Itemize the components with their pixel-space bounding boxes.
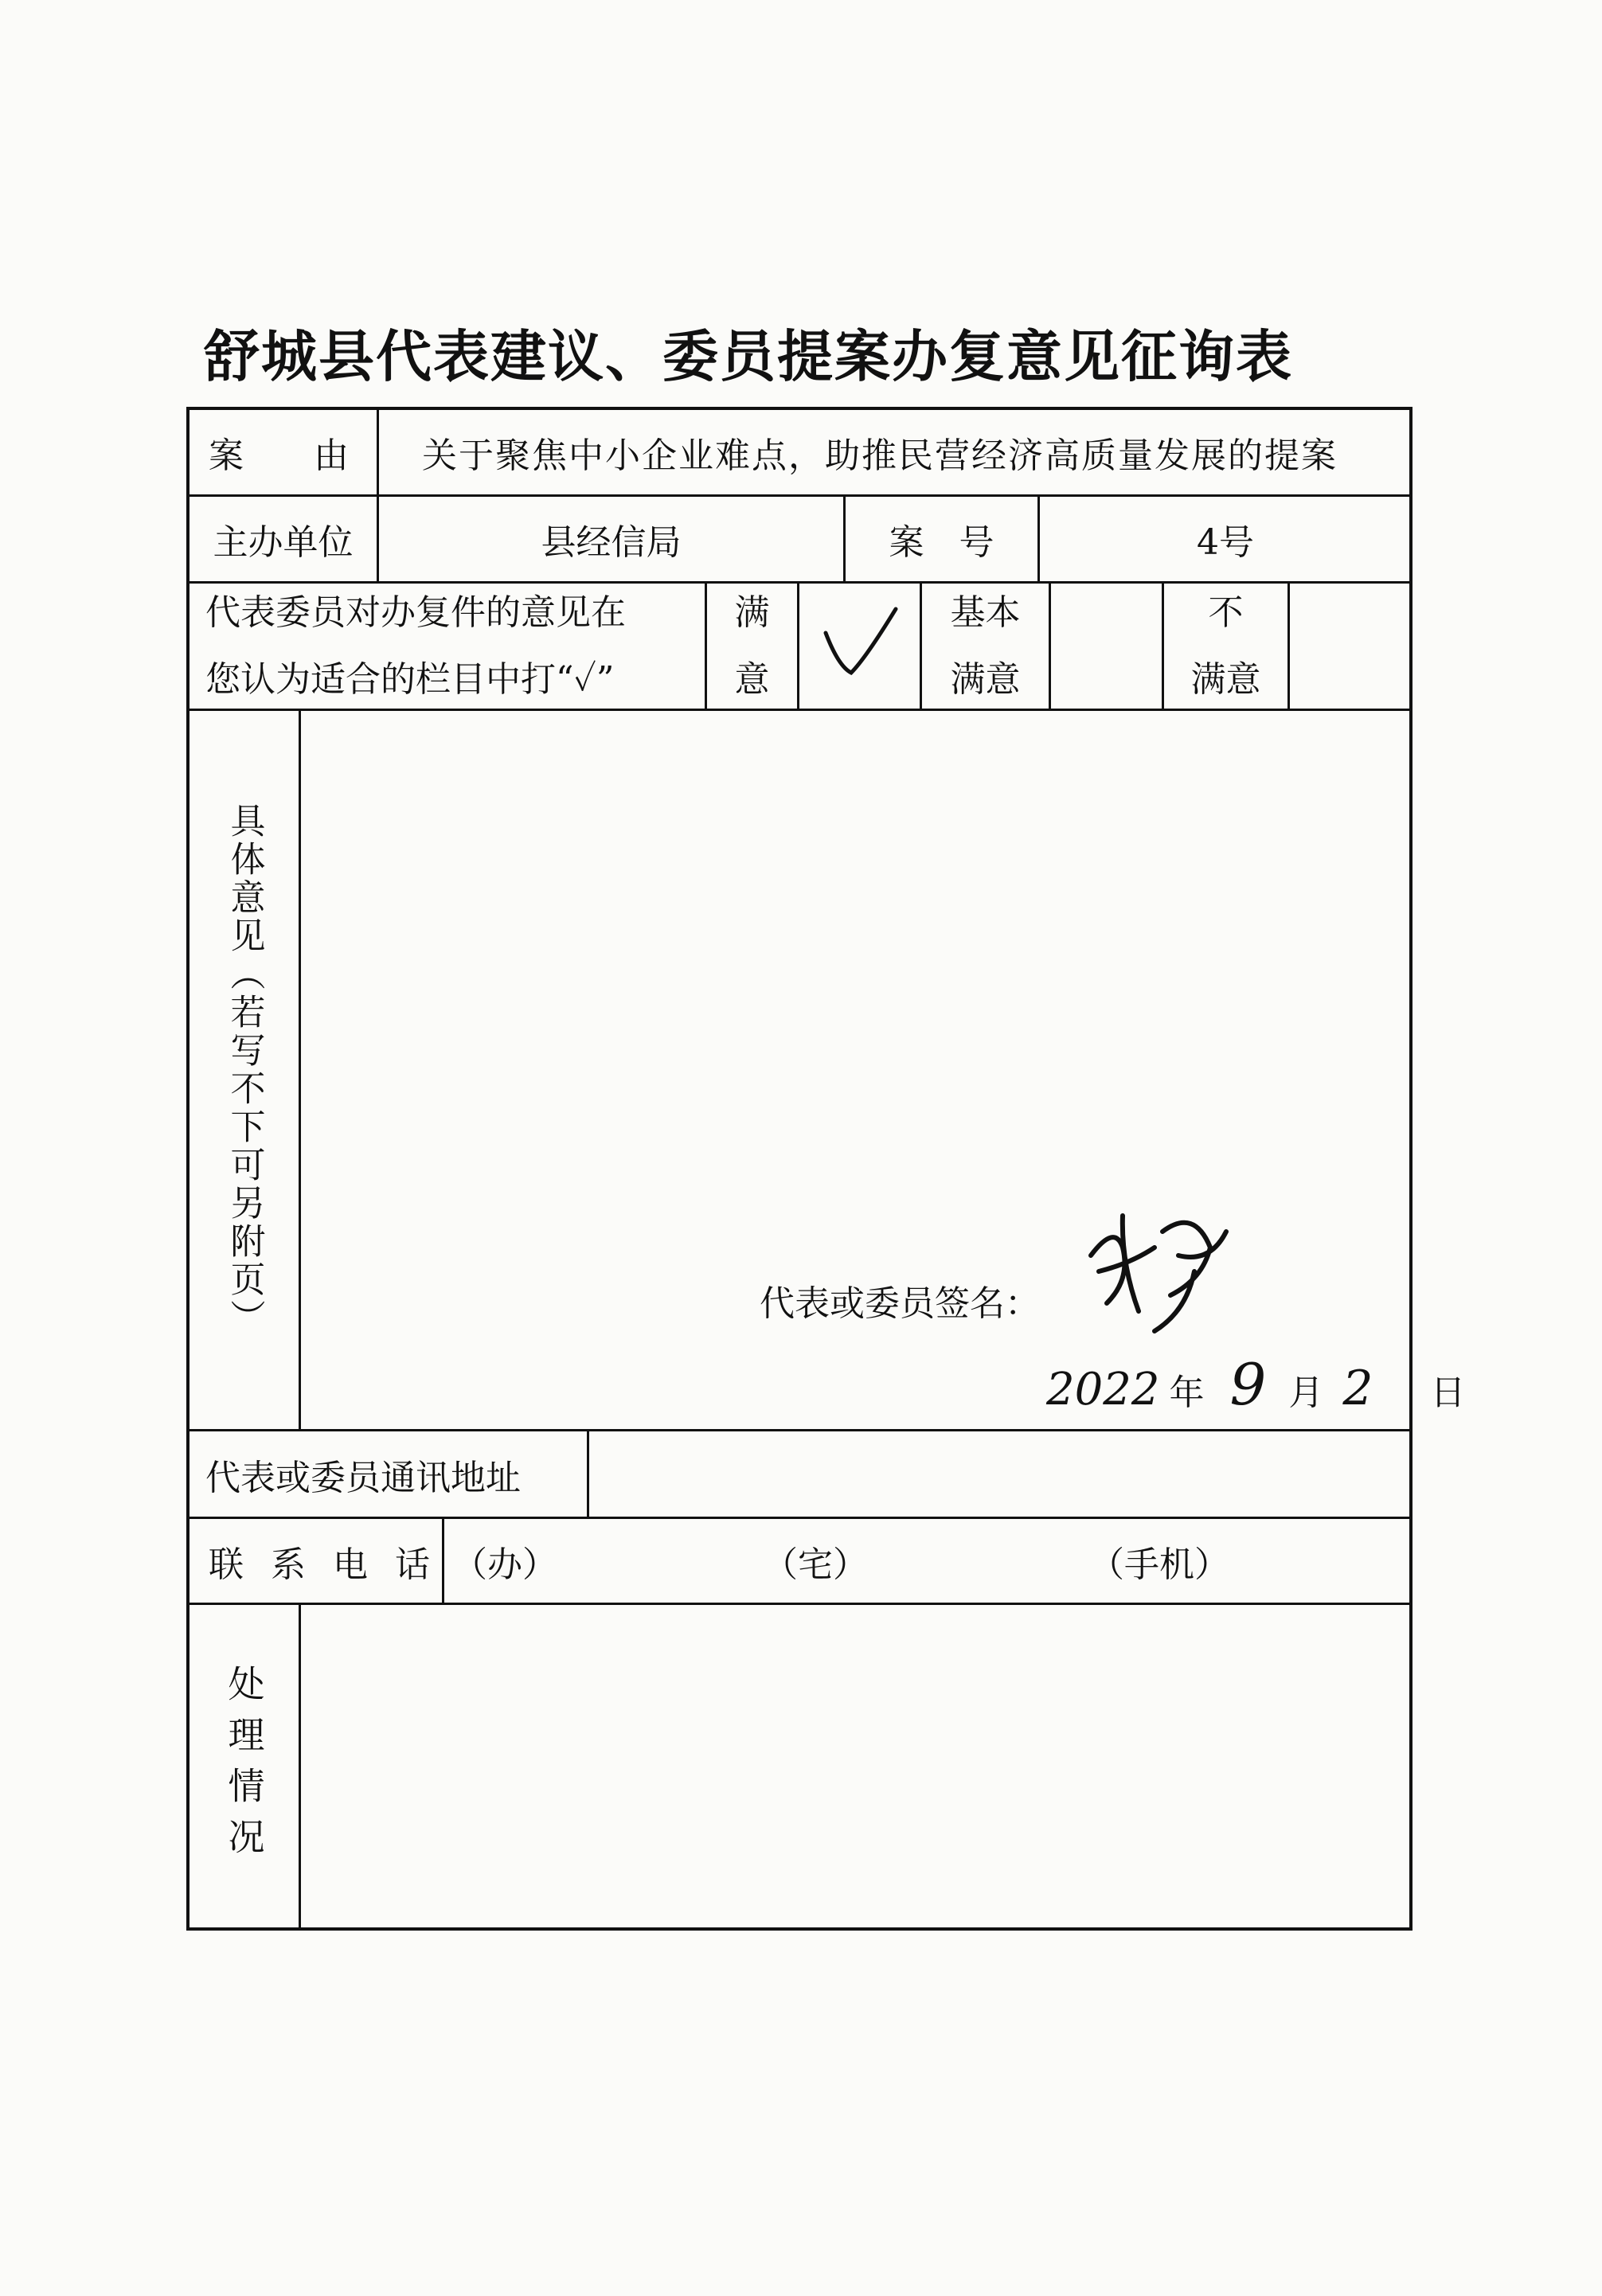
specific-opinion-area[interactable] (301, 711, 1466, 1429)
basic-satisfied-label: 基本 满意 (922, 584, 1051, 709)
case-reason-label: 案 由 (190, 410, 379, 494)
date-day: 2 (1342, 1361, 1373, 1416)
host-unit-value: 县经信局 (379, 497, 846, 581)
not-satisfied-checkbox[interactable] (1290, 584, 1411, 709)
address-row (190, 1431, 1409, 1519)
satisfied-label: 满 意 (707, 584, 799, 709)
opinion-row (190, 584, 1409, 711)
date-day-suffix: 日 (1430, 1373, 1466, 1413)
handwritten-signature (1075, 1200, 1242, 1335)
signature-label: 代表或委员签名： (760, 1283, 1040, 1324)
phone-label: 联 系 电 话 (190, 1519, 444, 1603)
case-reason-row (190, 410, 1409, 497)
case-reason-value: 关于聚焦中小企业难点，助推民营经济高质量发展的提案 (422, 435, 1338, 476)
phone-home-label: （宅） (763, 1544, 868, 1585)
opinion-prompt: 代表委员对办复件的意见在 您认为适合的栏目中打“✓” (190, 584, 707, 709)
checkmark-icon (816, 603, 904, 690)
specific-opinion-row (190, 711, 1466, 1431)
handling-row (190, 1605, 1409, 1927)
form-title: 舒城县代表建议、委员提案办复意见征询表 (204, 324, 1293, 389)
date-year-suffix: 年 (1169, 1373, 1205, 1413)
date-month: 9 (1229, 1351, 1267, 1418)
date-line (1046, 1351, 1466, 1418)
handling-label: 处理情况 (190, 1605, 301, 1927)
phone-office-label: （办） (452, 1544, 557, 1585)
form-table (186, 407, 1466, 1931)
specific-opinion-label: 具体意见（若写不下可另附页） (190, 711, 301, 1429)
not-satisfied-label: 不 满意 (1164, 584, 1290, 709)
case-number-label: 案 号 (846, 497, 1040, 581)
phone-row (190, 1519, 1409, 1605)
date-year: 2022 (1046, 1364, 1160, 1415)
address-field[interactable] (589, 1431, 1411, 1517)
date-month-suffix: 月 (1288, 1373, 1324, 1413)
phone-mobile-label: （手机） (1089, 1544, 1229, 1585)
handling-field[interactable] (301, 1605, 1411, 1927)
case-number-value: 4号 (1197, 522, 1254, 563)
host-unit-row (190, 497, 1409, 584)
satisfied-checkbox[interactable] (799, 584, 922, 709)
basic-satisfied-checkbox[interactable] (1051, 584, 1164, 709)
host-unit-label: 主办单位 (190, 497, 379, 581)
address-label: 代表或委员通讯地址 (190, 1431, 589, 1517)
phone-field[interactable] (444, 1519, 1411, 1603)
